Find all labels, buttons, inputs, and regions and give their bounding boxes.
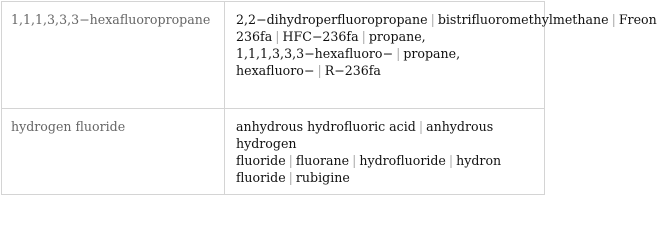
synonym: bistrifluoromethylmethane [437,12,609,27]
synonym-list [225,109,545,195]
separator: | [361,29,366,44]
synonym: fluorane [295,153,350,168]
separator: | [430,12,435,27]
separator: | [448,153,454,168]
separator: | [288,153,293,168]
separator: | [418,119,424,134]
table-row [2,109,545,195]
table-row [2,2,545,109]
synonym-table [1,1,657,195]
separator: | [275,29,280,44]
separator: | [288,170,293,185]
synonym: propane, hexafluoro− [236,46,461,78]
synonym: R−236fa [324,63,381,78]
synonym: anhydrous hydrogen fluoride [236,119,494,168]
synonym: Freon 236fa [236,12,657,44]
synonym-list [225,2,657,109]
compound-name: hydrogen fluoride [2,109,225,195]
synonym: hydrofluoride [359,153,446,168]
synonym: anhydrous hydrofluoric acid [236,119,416,134]
synonym: 2,2−dihydroperfluoropropane [236,12,428,27]
synonym: rubigine [295,170,350,185]
synonym: propane, 1,1,1,3,3,3−hexafluoro− [236,29,426,61]
separator: | [352,153,357,168]
synonym: hydron fluoride [236,153,502,185]
synonym: HFC−236fa [282,29,359,44]
separator: | [317,63,322,78]
compound-name: 1,1,1,3,3,3−hexafluoropropane [2,2,225,109]
separator: | [396,46,401,61]
separator: | [611,12,616,27]
